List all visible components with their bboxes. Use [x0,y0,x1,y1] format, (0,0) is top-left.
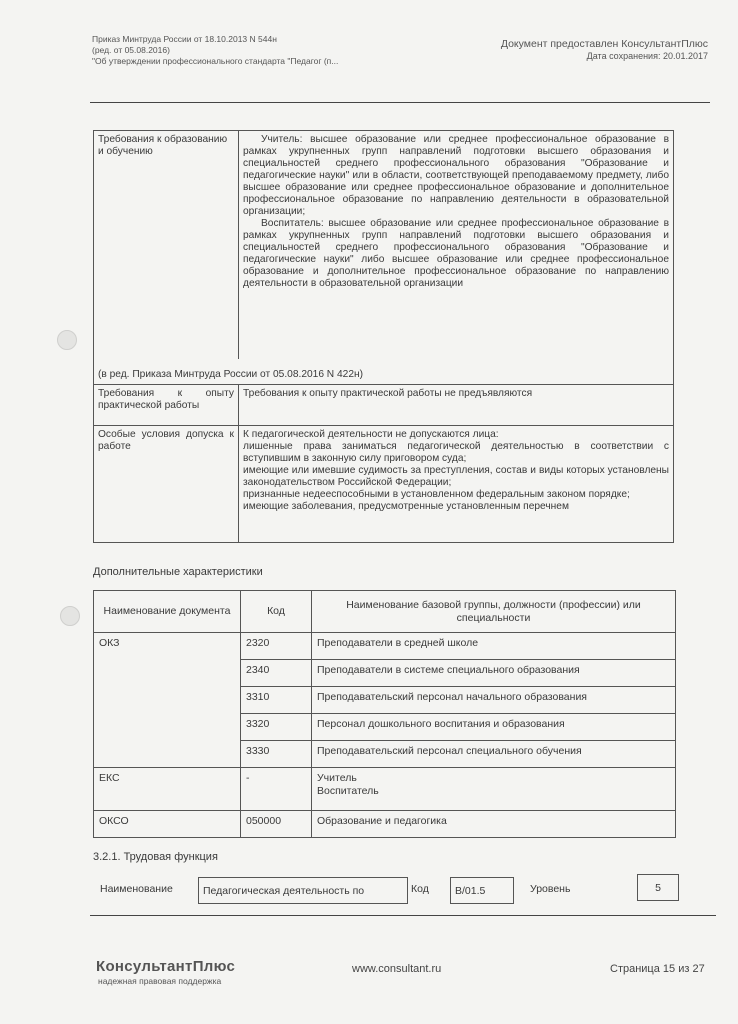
conditions-line: имеющие или имевшие судимость за преступления, состав и виды которых установлены законодательством Российской Федерации; [243,465,669,488]
okz-name: Преподаватели в системе специального образования [312,660,676,687]
conditions-line: имеющие заболевания, предусмотренные установленным перечнем [243,501,569,512]
okso-name: Образование и педагогика [312,811,676,838]
eks-name-educator: Воспитатель [317,785,379,797]
footer-divider [90,915,716,916]
brand-tagline: надежная правовая поддержка [98,976,222,986]
okz-label: ОКЗ [94,633,241,768]
function-code-value: В/01.5 [450,877,514,904]
col-header-code: Код [241,591,312,633]
function-name-label: Наименование [100,883,173,895]
education-value [239,131,674,360]
brand-logo: КонсультантПлюс [96,958,236,975]
eks-code: - [241,768,312,811]
education-educator: Воспитатель: высшее образование или среднее профессиональное образование в рамках укрупненных групп направлений подготовки высшего образования и специальностей среднего профессионального образования "Образование и педагогические науки" либо высшее образование или среднее профессиональное образование и дополнительное профессиональное образование по направлению деятельности в образовательной организации [243,218,669,289]
okso-label: ОКСО [94,811,241,838]
characteristics-table [93,590,676,838]
conditions-line: признанные недееспособными в установленном федеральным законом порядке; [243,489,630,500]
experience-label: Требования к опыту практической работы [94,385,239,426]
edition-note: (в ред. Приказа Минтруда России от 05.08.2016 N 422н) [94,359,674,385]
conditions-line: лишенные права заниматься педагогической деятельностью в соответствии с вступившим в законную силу приговором суда; [243,441,669,464]
punch-hole [57,330,77,350]
function-name-value: Педагогическая деятельность по [198,877,408,904]
punch-hole [60,606,80,626]
table-row [94,768,676,811]
section-heading: 3.2.1. Трудовая функция [93,851,218,863]
col-header-name: Наименование базовой группы, должности (профессии) или специальности [312,591,676,633]
conditions-value [239,426,674,543]
header-provider: Документ предоставлен КонсультантПлюс [500,38,708,50]
okz-code: 3310 [241,687,312,714]
okz-code: 2320 [241,633,312,660]
extra-title: Дополнительные характеристики [93,566,263,578]
eks-label: ЕКС [94,768,241,811]
header-title-line: "Об утверждении профессионального стандарта "Педагог (п... [92,56,339,66]
okz-name: Преподаватели в средней школе [312,633,676,660]
header-order-line: Приказ Минтруда России от 18.10.2013 N 544н [92,34,277,44]
okz-name: Преподавательский персонал специального обучения [312,741,676,768]
table-row [94,426,674,543]
okz-code: 2340 [241,660,312,687]
conditions-line: К педагогической деятельности не допускаются лица: [243,429,499,440]
col-header-document: Наименование документа [94,591,241,633]
conditions-label: Особые условия допуска к работе [94,426,239,543]
eks-name-teacher: Учитель [317,772,357,784]
header-save-date: Дата сохранения: 20.01.2017 [586,51,708,61]
table-row [94,385,674,426]
education-teacher: Учитель: высшее образование или среднее профессиональное образование в рамках укрупненных групп направлений подготовки высшего образования и специальностей среднего профессионального образования "Образование и педагогические науки" или в области, соответствующей преподаваемому предмету, либо высшее образование или среднее профессиональное образование и дополнительное профессиональное образование по направлению деятельности в образовательной организации; [243,134,669,217]
table-row [94,359,674,385]
function-code-label: Код [411,883,429,895]
education-label: Требования к образованию и обучению [94,131,239,360]
okz-code: 3330 [241,741,312,768]
header-edition-line: (ред. от 05.08.2016) [92,45,170,55]
table-row [94,131,674,360]
page-number: Страница 15 из 27 [610,963,705,975]
function-level-value: 5 [637,874,679,901]
table-header-row [94,591,676,633]
okso-code: 050000 [241,811,312,838]
experience-value: Требования к опыту практической работы не предъявляются [239,385,674,426]
header-right [501,38,708,62]
function-level-label: Уровень [530,883,571,895]
footer-url: www.consultant.ru [352,963,442,975]
table-row [94,811,676,838]
okz-name: Персонал дошкольного воспитания и образования [312,714,676,741]
header-left [92,34,338,67]
header-divider [90,102,710,103]
okz-name: Преподавательский персонал начального образования [312,687,676,714]
okz-code: 3320 [241,714,312,741]
table-row [94,633,676,660]
requirements-table [93,130,674,543]
eks-names [312,768,676,811]
